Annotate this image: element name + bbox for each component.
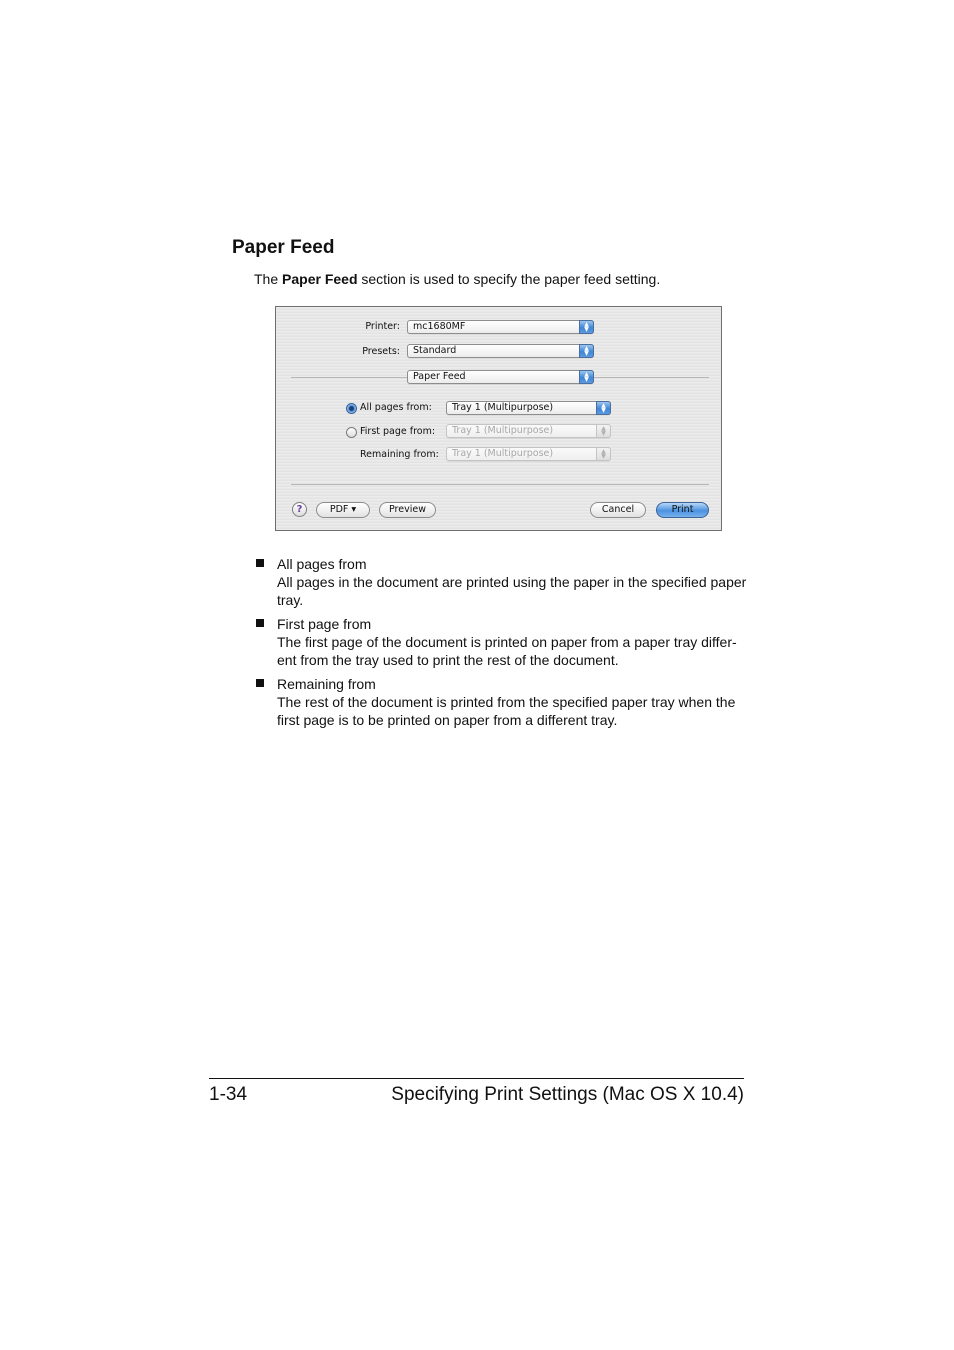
first-page-popup[interactable] [446, 424, 611, 438]
footer-title: Specifying Print Settings (Mac OS X 10.4) [391, 1084, 744, 1105]
updown-arrows-icon: ▲ ▼ [596, 401, 611, 415]
preview-button[interactable]: Preview [379, 502, 436, 518]
bullet-square-icon [256, 619, 264, 627]
presets-popup-value: Standard [413, 345, 457, 356]
bullet-term: First page from [277, 616, 372, 632]
intro-prefix: The [254, 271, 283, 287]
printer-popup[interactable] [407, 320, 594, 334]
cancel-button[interactable]: Cancel [590, 502, 646, 518]
bullet-square-icon [256, 559, 264, 567]
option-descriptions [254, 555, 754, 735]
intro-suffix: section is used to specify the paper feed setting. [357, 271, 661, 287]
panel-popup-value: Paper Feed [413, 371, 466, 382]
bullet-description: The rest of the document is printed from the specified paper tray when the first page is to be printed on paper from a different tray. [277, 694, 736, 728]
first-page-radio[interactable] [346, 427, 357, 438]
bullet-description: All pages in the document are printed using the paper in the specified paper tray. [277, 574, 747, 608]
list-item [254, 555, 754, 609]
remaining-popup-value: Tray 1 (Multipurpose) [452, 448, 554, 459]
print-button[interactable]: Print [656, 502, 709, 518]
updown-arrows-icon: ▲ ▼ [579, 344, 594, 358]
separator-line [291, 377, 407, 378]
separator-line [291, 484, 709, 485]
remaining-popup[interactable] [446, 447, 611, 461]
print-dialog-screenshot [275, 306, 722, 531]
intro-paragraph [254, 271, 660, 287]
remaining-label: Remaining from: [360, 449, 439, 460]
all-pages-popup-value: Tray 1 (Multipurpose) [452, 402, 554, 413]
updown-arrows-icon: ▲ ▼ [579, 320, 594, 334]
help-icon[interactable]: ? [292, 502, 307, 517]
pdf-button[interactable]: PDF ▾ [316, 502, 370, 518]
separator-line [594, 377, 709, 378]
all-pages-label: All pages from: [360, 402, 432, 413]
intro-bold-term: Paper Feed [282, 271, 358, 287]
presets-popup[interactable] [407, 344, 594, 358]
printer-popup-value: mc1680MF [413, 321, 466, 332]
footer-rule [209, 1078, 744, 1079]
all-pages-radio[interactable] [346, 403, 357, 414]
page-number: 1-34 [209, 1084, 248, 1105]
panel-popup[interactable] [407, 370, 594, 384]
list-item [254, 615, 754, 669]
bullet-description: The first page of the document is printed on paper from a paper tray differ-ent from the tray used to print the rest of the document. [277, 634, 737, 668]
section-heading: Paper Feed [232, 237, 335, 258]
bullet-square-icon [256, 679, 264, 687]
presets-label: Presets: [362, 346, 400, 357]
updown-arrows-icon: ▲ ▼ [596, 447, 611, 461]
all-pages-popup[interactable] [446, 401, 611, 415]
list-item [254, 675, 754, 729]
first-page-popup-value: Tray 1 (Multipurpose) [452, 425, 554, 436]
bullet-term: Remaining from [277, 676, 376, 692]
bullet-term: All pages from [277, 556, 367, 572]
first-page-label: First page from: [360, 426, 436, 437]
updown-arrows-icon: ▲ ▼ [579, 370, 594, 384]
printer-label: Printer: [365, 321, 400, 332]
updown-arrows-icon: ▲ ▼ [596, 424, 611, 438]
